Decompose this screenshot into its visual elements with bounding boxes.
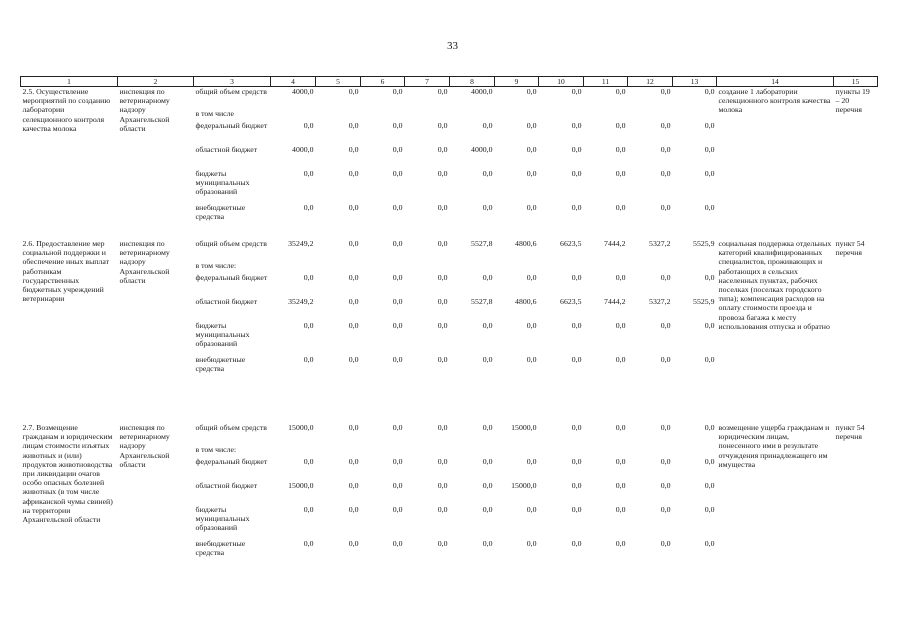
amount-cell: 5327,2 (649, 239, 671, 248)
amount-cell: 35249,2 (288, 297, 314, 306)
amount-cell: 0,0 (437, 169, 448, 178)
amount-cell: 0,0 (392, 297, 403, 306)
amount-cell: 4800,6 (515, 239, 537, 248)
amount-cell: 0,0 (437, 321, 448, 330)
amount-cell: 0,0 (660, 457, 671, 466)
amount-cell: 0,0 (704, 505, 715, 514)
amount-cell (495, 261, 539, 273)
column-header: 12 (628, 77, 673, 87)
amount-cell: 0,0 (660, 481, 671, 490)
amount-cell: 0,0 (660, 169, 671, 178)
amount-cell: 15000,0 (288, 481, 314, 490)
amount-cell: 0,0 (615, 87, 626, 96)
amount-cell: 0,0 (571, 203, 582, 212)
amount-cell: 0,0 (482, 121, 493, 130)
amount-cell: 0,0 (660, 145, 671, 154)
amount-cell (450, 109, 495, 121)
amount-cell: 0,0 (392, 423, 403, 432)
amount-cell: 4800,6 (515, 297, 537, 306)
amount-cell: 0,0 (615, 355, 626, 364)
amount-cell: 4000,0 (292, 87, 314, 96)
amount-cell: 0,0 (571, 273, 582, 282)
amount-cell (361, 445, 405, 457)
amount-cell: 0,0 (615, 203, 626, 212)
funding-source: внебюджетные средства (195, 539, 246, 558)
amount-cell: 0,0 (482, 321, 493, 330)
amount-cell (271, 261, 316, 273)
amount-cell: 0,0 (437, 355, 448, 364)
amount-cell: 0,0 (704, 457, 715, 466)
amount-cell (673, 109, 717, 121)
amount-cell: 0,0 (348, 145, 359, 154)
column-header: 5 (316, 77, 361, 87)
amount-cell: 0,0 (571, 87, 582, 96)
program-table (20, 76, 878, 591)
amount-cell: 0,0 (348, 321, 359, 330)
amount-cell: 0,0 (348, 203, 359, 212)
amount-cell: 0,0 (704, 321, 715, 330)
amount-cell (450, 261, 495, 273)
amount-cell: 0,0 (303, 121, 314, 130)
amount-cell: 0,0 (392, 87, 403, 96)
amount-cell: 0,0 (392, 539, 403, 548)
amount-cell: 0,0 (437, 87, 448, 96)
column-header: 15 (834, 77, 878, 87)
amount-cell: 0,0 (704, 121, 715, 130)
measure-name: 2.7. Возмещение гражданам и юридическим лицам стоимости изъятых животных и (или) продуктов животноводства при ликвидации очагов особо опасных болезней животных (в том числе африканской чумы свиней) на территории Архангельской области (22, 423, 113, 524)
amount-cell: 0,0 (392, 145, 403, 154)
funding-source: областной бюджет (195, 297, 258, 306)
funding-source: областной бюджет (195, 481, 258, 490)
amount-cell: 0,0 (348, 239, 359, 248)
amount-cell: 0,0 (482, 203, 493, 212)
amount-cell: 0,0 (303, 539, 314, 548)
amount-cell: 0,0 (303, 203, 314, 212)
column-header: 10 (539, 77, 584, 87)
amount-cell: 0,0 (704, 145, 715, 154)
amount-cell: 0,0 (437, 121, 448, 130)
amount-cell: 0,0 (660, 423, 671, 432)
amount-cell: 0,0 (392, 457, 403, 466)
funding-source: федеральный бюджет (195, 273, 268, 282)
amount-cell: 0,0 (526, 169, 537, 178)
amount-cell (539, 445, 584, 457)
amount-cell: 0,0 (392, 481, 403, 490)
amount-cell: 0,0 (482, 481, 493, 490)
amount-cell (405, 261, 450, 273)
amount-cell: 35249,2 (288, 239, 314, 248)
executor: инспекция по ветеринарному надзору Архангельской области (119, 423, 170, 469)
amount-cell: 0,0 (437, 423, 448, 432)
funding-source: общий объем средств (195, 239, 267, 248)
funding-source: внебюджетные средства (195, 203, 246, 222)
amount-cell: 0,0 (526, 203, 537, 212)
amount-cell: 0,0 (660, 87, 671, 96)
column-header: 7 (405, 77, 450, 87)
amount-cell (584, 445, 628, 457)
amount-cell: 0,0 (571, 481, 582, 490)
amount-cell: 0,0 (571, 169, 582, 178)
amount-cell: 0,0 (526, 505, 537, 514)
amount-cell (361, 109, 405, 121)
column-header: 9 (495, 77, 539, 87)
amount-cell (361, 261, 405, 273)
amount-cell: 0,0 (348, 121, 359, 130)
amount-cell: 0,0 (437, 239, 448, 248)
amount-cell: 0,0 (704, 273, 715, 282)
amount-cell: 0,0 (303, 505, 314, 514)
amount-cell: 0,0 (526, 539, 537, 548)
amount-cell (271, 445, 316, 457)
expected-result: социальная поддержка отдельных категорий квалифицированных специалистов, проживающих и работающих в сельских населенных пунктах, рабочих поселках (поселках городского типа); компенсация расходов на оплату стоимости проезда и провоза багажа к месту использования отпуска и обратно (718, 239, 832, 331)
expected-result: создание 1 лаборатории селекционного контроля качества молока (718, 87, 831, 115)
amount-cell: 0,0 (303, 273, 314, 282)
amount-cell: 0,0 (437, 273, 448, 282)
amount-cell: 0,0 (348, 423, 359, 432)
amount-cell: 0,0 (348, 273, 359, 282)
executor: инспекция по ветеринарному надзору Архангельской области (119, 87, 170, 133)
header-row (21, 77, 878, 87)
amount-cell: 4000,0 (292, 145, 314, 154)
amount-cell (673, 261, 717, 273)
amount-cell: 0,0 (704, 481, 715, 490)
amount-cell: 0,0 (704, 203, 715, 212)
amount-cell: 0,0 (526, 87, 537, 96)
amount-cell: 0,0 (348, 457, 359, 466)
amount-cell: 0,0 (392, 273, 403, 282)
amount-cell: 0,0 (615, 321, 626, 330)
amount-cell: 0,0 (571, 121, 582, 130)
funding-source: общий объем средств (195, 87, 267, 96)
amount-cell (316, 261, 361, 273)
amount-cell (673, 445, 717, 457)
amount-cell: 0,0 (482, 355, 493, 364)
amount-cell: 5527,8 (471, 297, 493, 306)
amount-cell: 0,0 (615, 505, 626, 514)
amount-cell (495, 445, 539, 457)
amount-cell: 5327,2 (649, 297, 671, 306)
amount-cell: 0,0 (392, 321, 403, 330)
list-reference: пункты 19 – 20 перечня (835, 87, 870, 115)
funding-source: общий объем средств (195, 423, 267, 432)
amount-cell (495, 109, 539, 121)
amount-cell: 5525,9 (693, 239, 715, 248)
amount-cell: 0,0 (704, 355, 715, 364)
amount-cell: 0,0 (615, 457, 626, 466)
column-header: 3 (194, 77, 271, 87)
amount-cell: 0,0 (348, 297, 359, 306)
amount-cell: 0,0 (526, 273, 537, 282)
funding-source: областной бюджет (195, 145, 258, 154)
amount-cell: 4000,0 (471, 87, 493, 96)
section-spacer (21, 411, 878, 423)
expected-result: возмещение ущерба гражданам и юридическим лицам, понесенного ими в результате отчуждения принадлежащего им имущества (718, 423, 830, 469)
amount-cell: 0,0 (704, 539, 715, 548)
executor: инспекция по ветеринарному надзору Архангельской области (119, 239, 170, 285)
amount-cell: 0,0 (526, 121, 537, 130)
amount-cell: 0,0 (571, 423, 582, 432)
amount-cell: 0,0 (660, 505, 671, 514)
amount-cell: 0,0 (526, 457, 537, 466)
amount-cell (539, 261, 584, 273)
table-body (21, 77, 878, 592)
amount-cell: 0,0 (437, 145, 448, 154)
amount-cell: 0,0 (348, 169, 359, 178)
funding-source: федеральный бюджет (195, 457, 268, 466)
amount-cell: 0,0 (704, 423, 715, 432)
amount-cell: 0,0 (571, 145, 582, 154)
amount-cell: 0,0 (482, 423, 493, 432)
amount-cell: 0,0 (526, 145, 537, 154)
amount-cell (628, 109, 673, 121)
list-reference: пункт 54 перечня (835, 423, 865, 442)
amount-cell: 0,0 (660, 355, 671, 364)
amount-cell: 0,0 (303, 457, 314, 466)
amount-cell: 0,0 (660, 539, 671, 548)
amount-cell: 0,0 (392, 169, 403, 178)
amount-cell: 0,0 (526, 355, 537, 364)
amount-cell: 7444,2 (604, 239, 626, 248)
column-header: 2 (118, 77, 194, 87)
amount-cell: 0,0 (660, 203, 671, 212)
amount-cell (405, 109, 450, 121)
amount-cell: 0,0 (660, 321, 671, 330)
amount-cell: 0,0 (482, 169, 493, 178)
funding-source: в том числе: (195, 445, 237, 454)
amount-cell: 0,0 (348, 87, 359, 96)
amount-cell: 5525,9 (693, 297, 715, 306)
amount-cell: 0,0 (615, 539, 626, 548)
spacer-cell (21, 227, 878, 239)
measure-name: 2.5. Осуществление мероприятий по созданию лаборатории селекционного контроля качества молока (22, 87, 111, 133)
amount-cell (271, 109, 316, 121)
amount-cell (316, 445, 361, 457)
amount-cell: 0,0 (571, 355, 582, 364)
column-header: 1 (21, 77, 118, 87)
spacer-cell (21, 411, 878, 423)
amount-cell: 0,0 (392, 505, 403, 514)
amount-cell: 0,0 (615, 145, 626, 154)
amount-cell (584, 109, 628, 121)
amount-cell: 0,0 (482, 505, 493, 514)
amount-cell: 0,0 (704, 169, 715, 178)
column-header: 14 (717, 77, 834, 87)
amount-cell: 0,0 (303, 355, 314, 364)
amount-cell: 0,0 (571, 457, 582, 466)
column-header: 13 (673, 77, 717, 87)
amount-cell: 0,0 (348, 355, 359, 364)
amount-cell: 0,0 (571, 505, 582, 514)
amount-cell: 0,0 (348, 505, 359, 514)
column-header: 4 (271, 77, 316, 87)
funding-source: в том числе: (195, 261, 237, 270)
amount-cell: 0,0 (615, 273, 626, 282)
amount-cell: 6623,5 (560, 297, 582, 306)
funding-source: федеральный бюджет (195, 121, 268, 130)
funding-source: бюджеты муниципальных образований (195, 505, 250, 533)
column-header: 6 (361, 77, 405, 87)
amount-cell: 0,0 (615, 121, 626, 130)
amount-cell: 0,0 (437, 457, 448, 466)
amount-cell: 0,0 (615, 169, 626, 178)
amount-cell: 0,0 (526, 321, 537, 330)
amount-cell: 0,0 (437, 203, 448, 212)
amount-cell: 0,0 (660, 121, 671, 130)
amount-cell: 0,0 (704, 87, 715, 96)
amount-cell (628, 445, 673, 457)
amount-cell: 0,0 (392, 121, 403, 130)
amount-cell: 0,0 (571, 321, 582, 330)
amount-cell: 0,0 (437, 481, 448, 490)
table-row (21, 423, 878, 445)
amount-cell: 0,0 (392, 239, 403, 248)
amount-cell: 6623,5 (560, 239, 582, 248)
amount-cell: 0,0 (615, 423, 626, 432)
amount-cell: 0,0 (482, 539, 493, 548)
amount-cell: 15000,0 (511, 423, 537, 432)
amount-cell (584, 261, 628, 273)
amount-cell (539, 109, 584, 121)
amount-cell: 0,0 (303, 321, 314, 330)
amount-cell: 4000,0 (471, 145, 493, 154)
amount-cell: 0,0 (392, 203, 403, 212)
amount-cell: 0,0 (303, 169, 314, 178)
funding-source: в том числе (195, 109, 234, 118)
column-header: 11 (584, 77, 628, 87)
amount-cell: 0,0 (392, 355, 403, 364)
list-reference: пункт 54 перечня (835, 239, 865, 258)
table-row (21, 239, 878, 261)
page-number: 33 (447, 40, 458, 52)
funding-source: бюджеты муниципальных образований (195, 321, 250, 349)
funding-source: бюджеты муниципальных образований (195, 169, 250, 197)
amount-cell (405, 445, 450, 457)
amount-cell: 0,0 (437, 539, 448, 548)
amount-cell: 0,0 (348, 481, 359, 490)
amount-cell (316, 109, 361, 121)
funding-source: внебюджетные средства (195, 355, 246, 374)
amount-cell: 0,0 (660, 273, 671, 282)
column-header: 8 (450, 77, 495, 87)
amount-cell: 0,0 (615, 481, 626, 490)
table-row (21, 87, 878, 109)
amount-cell: 15000,0 (288, 423, 314, 432)
amount-cell: 0,0 (571, 539, 582, 548)
section-spacer (21, 227, 878, 239)
amount-cell (450, 445, 495, 457)
amount-cell: 0,0 (437, 297, 448, 306)
amount-cell: 0,0 (482, 457, 493, 466)
amount-cell: 0,0 (482, 273, 493, 282)
amount-cell: 0,0 (437, 505, 448, 514)
measure-name: 2.6. Предоставление мер социальной поддержки и обеспечение иных выплат работникам государственных бюджетных учреждений ветеринарии (22, 239, 110, 304)
amount-cell: 5527,8 (471, 239, 493, 248)
amount-cell (628, 261, 673, 273)
amount-cell: 15000,0 (511, 481, 537, 490)
amount-cell: 7444,2 (604, 297, 626, 306)
amount-cell: 0,0 (348, 539, 359, 548)
